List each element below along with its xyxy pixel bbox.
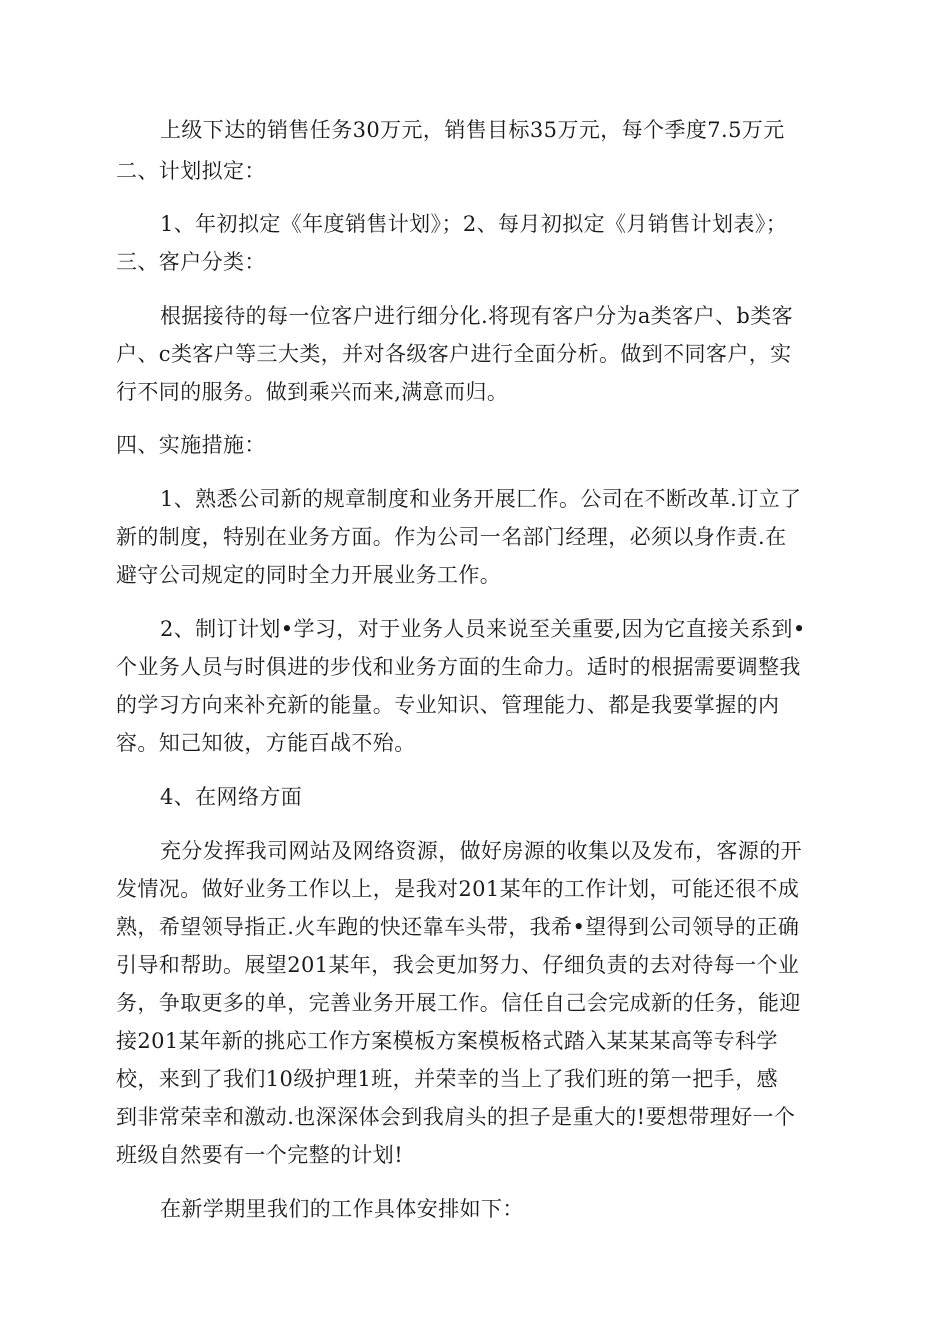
closing-line: 在新学期里我们的工作具体安排如下： [160,1197,524,1221]
customer-paragraph-line-2: 户、c类客户等三大类，并对各级客户进行全面分析。做到不同客户，实 [116,342,792,366]
network-paragraph-line-3: 熟，希望领导指正.火车跑的快还靠车头带，我希•望得到公司领导的正确 [116,915,800,939]
section-heading-plan: 二、计划拟定： [116,159,266,183]
target-paragraph: 上级下达的销售任务30万元，销售目标35万元，每个季度7.5万元 [160,118,785,142]
measure-2-line-4: 容。知己知彼，方能百战不殆。 [116,731,416,755]
network-paragraph-line-2: 发情况。做好业务工作以上，是我对201某年的工作计划，可能还很不成 [116,877,800,901]
section-heading-customers: 三、客户分类： [116,250,266,274]
network-paragraph-line-1: 充分发挥我司网站及网络资源，做好房源的收集以及发布，客源的开 [160,839,802,863]
network-paragraph-line-9: 班级自然要有一个完整的计划! [116,1143,404,1167]
measure-1-line-3: 避守公司规定的同时全力开展业务工作。 [116,563,502,587]
measure-2-line-2: 个业务人员与时俱进的步伐和业务方面的生命力。适时的根据需要调整我 [116,655,801,679]
section-heading-measures: 四、实施措施： [116,433,266,457]
network-paragraph-line-7: 校，来到了我们10级护理1班，并荣幸的当上了我们班的第一把手，感 [116,1067,778,1091]
network-paragraph-line-4: 引导和帮助。展望201某年，我会更加努力、仔细负责的去对待每一个业 [116,953,800,977]
customer-paragraph-line-1: 根据接待的每一位客户进行细分化.将现有客户分为a类客户、b类客 [160,304,794,328]
network-paragraph-line-8: 到非常荣幸和激动.也深深体会到我肩头的担子是重大的!要想带理好一个 [116,1105,796,1129]
measure-2-line-1: 2、制订计划•学习，对于业务人员来说至关重要,因为它直接关系到• [160,617,806,641]
measure-1-line-2: 新的制度，特别在业务方面。作为公司一名部门经理，必须以身作责.在 [116,525,787,549]
measure-2-line-3: 的学习方向来补充新的能量。专业知识、管理能力、都是我要掌握的内 [116,693,780,717]
customer-paragraph-line-3: 行不同的服务。做到乘兴而来,满意而归。 [116,380,509,404]
measure-1-line-1: 1、熟悉公司新的规章制度和业务开展匚作。公司在不断改革.订立了 [160,487,802,511]
plan-paragraph: 1、年初拟定《年度销售计划》；2、每月初拟定《月销售计划表》； [160,212,788,236]
network-paragraph-line-5: 务，争取更多的单，完善业务开展工作。信任自己会完成新的任务，能迎 [116,991,801,1015]
measure-4-heading: 4、在网络方面 [160,785,303,809]
network-paragraph-line-6: 接201某年新的挑応工作方案模板方案模板格式踏入某某某高等专科学 [116,1029,778,1053]
